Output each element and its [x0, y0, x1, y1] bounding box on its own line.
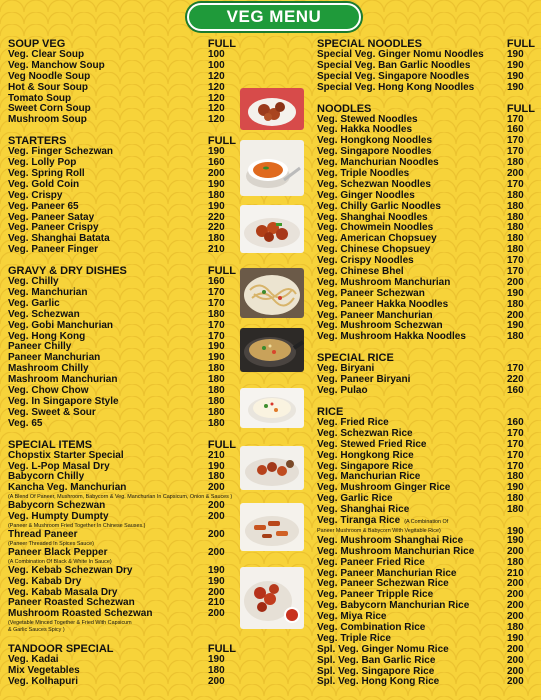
item-name: Mushroom Soup — [8, 114, 87, 126]
item-name: Babycorn Schezwan — [8, 500, 106, 512]
menu-item — [317, 332, 535, 343]
spicy-chunks-photo — [240, 567, 304, 629]
item-price: 180 — [208, 233, 225, 245]
item-price: 200 — [507, 578, 524, 590]
item-name: Kancha Veg. Manchurian — [8, 482, 127, 494]
section-title: STARTERS — [8, 135, 67, 148]
item-name: Tomato Soup — [8, 92, 72, 104]
item-price: 180 — [507, 244, 524, 256]
item-price: 190 — [507, 534, 524, 546]
item-name: Paneer Black Pepper — [8, 546, 108, 558]
item-price: 210 — [208, 449, 225, 461]
item-price: 190 — [208, 564, 225, 576]
item-price: 120 — [208, 103, 225, 115]
item-name: Veg. Chilly Garlic Noodles — [317, 200, 441, 212]
item-name: Veg. Kadai — [8, 654, 59, 666]
item-name: Spl. Veg. Ginger Nomu Rice — [317, 643, 449, 655]
menu-item — [8, 419, 236, 430]
menu-section — [8, 135, 236, 256]
item-price: 190 — [208, 654, 225, 666]
item-name: Veg. Stewed Fried Rice — [317, 438, 427, 450]
item-name: Veg. Fried Rice — [317, 416, 389, 428]
section-price-header: FULL — [506, 102, 535, 115]
tomato-soup-photo — [240, 140, 304, 196]
fried-rice-wok-photo — [240, 328, 304, 372]
item-price: 100 — [208, 59, 225, 71]
item-left — [317, 83, 474, 94]
item-price: 170 — [208, 330, 225, 342]
section-price-header: FULL — [207, 135, 236, 148]
item-name: Spl. Veg. Ban Garlic Rice — [317, 654, 436, 666]
menu-item — [8, 530, 236, 541]
item-name: Veg. In Singapore Style — [8, 395, 119, 407]
item-price: 160 — [208, 157, 225, 169]
item-price: 200 — [507, 589, 524, 601]
item-price: 180 — [507, 504, 524, 516]
item-name: Veg. Crispy Noodles — [317, 255, 414, 267]
item-inline-note: (A Combination Of — [404, 518, 449, 525]
item-price: 220 — [507, 374, 524, 386]
item-price: 170 — [507, 449, 524, 461]
pulao-photo — [240, 388, 304, 428]
item-price: 180 — [507, 211, 524, 223]
item-name: Mashroom Chilly — [8, 363, 89, 375]
item-name: Veg. Shanghai Rice — [317, 504, 410, 516]
item-name: Veg. Gobi Manchurian — [8, 319, 114, 331]
item-name: Veg. Manchurian Noodles — [317, 157, 439, 169]
item-name: Special Veg. Ginger Nomu Noodles — [317, 49, 484, 60]
menu-item — [8, 115, 236, 126]
item-name: Veg. Paneer Manchurian Rice — [317, 567, 457, 579]
item-price: 200 — [208, 528, 225, 540]
item-name: Veg. Paneer Crispy — [8, 222, 99, 234]
item-price: 180 — [507, 222, 524, 234]
section-title: SPECIAL ITEMS — [8, 438, 93, 451]
item-price: 200 — [507, 676, 524, 688]
item-price: 200 — [507, 643, 524, 655]
item-price: 190 — [208, 352, 225, 364]
section-title: SPECIAL RICE — [317, 352, 394, 365]
item-name: Veg. Chilly — [8, 276, 59, 288]
item-name: Veg. Paneer Tripple Rice — [317, 589, 434, 601]
item-left — [8, 512, 109, 523]
item-name: Veg. Chow Chow — [8, 385, 89, 397]
item-price: 190 — [507, 525, 524, 537]
item-price: 120 — [208, 114, 225, 126]
item-price: 200 — [507, 665, 524, 677]
item-name: Veg. Mushroom Manchurian — [317, 276, 451, 288]
menu-section — [8, 265, 236, 429]
item-name: Veg Noodle Soup — [8, 70, 91, 82]
item-left — [8, 245, 98, 256]
item-name: Veg. Singapore Noodles — [317, 146, 432, 158]
item-price: 180 — [507, 471, 524, 483]
item-price: 210 — [208, 597, 225, 609]
item-left — [8, 530, 77, 541]
item-name: Veg. Mushroom Manchurian Rice — [317, 545, 475, 557]
item-name: Veg. Mushroom Schezwan — [317, 320, 443, 332]
right-column — [317, 38, 535, 697]
section-title: SPECIAL NOODLES — [317, 38, 422, 50]
item-price: 170 — [507, 427, 524, 439]
section-title: TANDOOR SPECIAL — [8, 643, 114, 656]
item-price: 170 — [507, 113, 524, 125]
item-name: Veg. Shanghai Batata — [8, 233, 110, 245]
item-name: Babycorn Chilly — [8, 471, 85, 483]
item-name: Veg. L-Pop Masal Dry — [8, 460, 110, 472]
item-name: Veg. Finger Schezwan — [8, 146, 114, 158]
item-note: (Paneer & Mushroom Fried Together In Chinese Sauses.) — [8, 522, 146, 529]
item-name: Veg. Schezwan Rice — [317, 427, 413, 439]
item-name: Veg. Paneer Finger — [8, 244, 99, 256]
item-left — [8, 548, 108, 559]
menu-section — [8, 643, 236, 688]
item-left — [8, 677, 78, 688]
item-name: Veg. Manchurian — [8, 287, 88, 299]
item-name: Veg. Schezwan — [8, 308, 80, 320]
item-price: 190 — [507, 482, 524, 494]
menu-item — [8, 512, 236, 523]
item-name: Mashroom Manchurian — [8, 374, 118, 386]
item-name: Veg. Triple Rice — [317, 632, 391, 644]
item-name: Veg. Mushroom Hakka Noodles — [317, 331, 466, 343]
item-name: Veg. Gold Coin — [8, 178, 80, 190]
item-price: 200 — [208, 500, 225, 512]
menu-title-banner: VEG MENU — [187, 3, 361, 31]
item-price: 170 — [507, 146, 524, 158]
item-price: 180 — [507, 189, 524, 201]
item-price: 190 — [507, 49, 524, 60]
item-name: Veg. Combination Rice — [317, 621, 426, 633]
item-price: 200 — [208, 675, 225, 687]
item-price: 200 — [507, 545, 524, 557]
left-column — [8, 38, 236, 697]
item-left — [8, 419, 42, 430]
menu-section — [8, 38, 236, 126]
menu-item — [317, 516, 535, 527]
item-price: 180 — [507, 200, 524, 212]
item-name: Veg. Clear Soup — [8, 49, 85, 60]
item-price: 220 — [208, 211, 225, 223]
item-price: 180 — [507, 331, 524, 343]
item-name: Veg. Humpty Dumpty — [8, 511, 109, 523]
item-price: 200 — [208, 168, 225, 180]
item-price: 120 — [208, 92, 225, 104]
item-left — [317, 516, 448, 527]
item-name: Spl. Veg. Hong Kong Rice — [317, 676, 440, 688]
item-price: 210 — [507, 567, 524, 579]
item-price: 180 — [208, 417, 225, 429]
item-name: Veg. Kabab Masala Dry — [8, 586, 118, 598]
item-price: 180 — [208, 385, 225, 397]
item-price: 200 — [208, 511, 225, 523]
menu-item — [8, 483, 236, 494]
section-price-header: FULL — [207, 38, 236, 50]
item-name: Special Veg. Hong Kong Noodles — [317, 81, 475, 93]
menu-section — [8, 439, 236, 635]
item-name: Veg. Garlic Rice — [317, 493, 393, 505]
item-note: (A Combination Of Black & White In Sauce) — [8, 558, 112, 565]
menu-item — [8, 677, 236, 688]
item-name: Veg. Paneer Schezwan — [317, 287, 425, 299]
item-price: 190 — [507, 70, 524, 82]
item-name: Veg. 65 — [8, 417, 43, 429]
item-price: 190 — [208, 575, 225, 587]
item-price: 200 — [208, 608, 225, 620]
item-price: 160 — [507, 124, 524, 136]
item-left — [317, 677, 439, 688]
item-name: Veg. Paneer 65 — [8, 200, 79, 212]
item-price: 200 — [507, 611, 524, 623]
item-price: 200 — [507, 168, 524, 180]
item-name: Veg. Paneer Satay — [8, 211, 95, 223]
item-price: 190 — [208, 200, 225, 212]
item-name: Paneer Manchurian — [8, 352, 101, 364]
item-price: 170 — [507, 135, 524, 147]
babycorn-photo — [240, 503, 304, 551]
item-price: 180 — [208, 374, 225, 386]
section-price-header: FULL — [506, 38, 535, 50]
kebab-plate-photo — [240, 446, 304, 490]
item-name: Veg. Mushroom Ginger Rice — [317, 482, 451, 494]
item-name: Mushroom Roasted Schezwan — [8, 608, 153, 620]
menu-item — [317, 677, 535, 688]
item-name: Mix Vegetables — [8, 665, 80, 677]
section-title: RICE — [317, 405, 344, 418]
menu-section — [317, 406, 535, 688]
item-left — [8, 115, 87, 126]
item-name: Veg. Paneer Biryani — [317, 374, 411, 386]
item-price: 180 — [208, 471, 225, 483]
item-price: 200 — [507, 600, 524, 612]
item-price: 180 — [507, 157, 524, 169]
item-name: Veg. American Chopsuey — [317, 233, 437, 245]
item-price: 210 — [208, 244, 225, 256]
item-left — [8, 609, 152, 620]
section-price-header: FULL — [207, 438, 236, 451]
section-price-header: FULL — [207, 265, 236, 278]
chilli-paneer-photo — [240, 205, 304, 253]
item-price: 180 — [507, 621, 524, 633]
item-name: Veg. Paneer Hakka Noodles — [317, 298, 449, 310]
item-price: 200 — [507, 654, 524, 666]
menu-section — [317, 352, 535, 397]
item-price: 120 — [208, 81, 225, 93]
item-price: 190 — [208, 341, 225, 353]
menu-item — [8, 548, 236, 559]
item-name: Veg. Crispy — [8, 189, 63, 201]
item-name: Veg. Shanghai Noodles — [317, 211, 428, 223]
item-name: Veg. Tiranga Rice — [317, 514, 401, 526]
item-name: Veg. Manchow Soup — [8, 59, 105, 71]
noodles-photo — [240, 268, 304, 318]
item-left — [317, 386, 368, 397]
item-price: 180 — [208, 308, 225, 320]
item-price: 180 — [507, 298, 524, 310]
section-title: NOODLES — [317, 102, 372, 115]
item-left — [8, 483, 126, 494]
item-price: 200 — [507, 276, 524, 288]
item-name: Veg. Spring Roll — [8, 168, 85, 180]
item-price: 190 — [507, 81, 524, 93]
item-price: 190 — [507, 632, 524, 644]
item-price: 170 — [208, 287, 225, 299]
item-name: Veg. Kebab Schezwan Dry — [8, 564, 133, 576]
item-name: Veg. Pulao — [317, 385, 368, 397]
item-price: 190 — [507, 59, 524, 71]
item-note: & Garlic Sauces Spicy ) — [8, 627, 65, 634]
item-name: Hot & Sour Soup — [8, 81, 88, 93]
item-name: Veg. Singapore Rice — [317, 460, 414, 472]
item-name: Veg. Miya Rice — [317, 611, 387, 623]
item-price: 100 — [208, 49, 225, 60]
item-price: 180 — [507, 233, 524, 245]
item-price: 190 — [208, 178, 225, 190]
item-price: 180 — [507, 493, 524, 505]
item-name: Spl. Veg. Singapore Rice — [317, 665, 435, 677]
item-left — [317, 332, 466, 343]
item-price: 190 — [208, 146, 225, 158]
item-price: 170 — [208, 297, 225, 309]
menu-item — [317, 83, 535, 94]
item-price: 180 — [208, 395, 225, 407]
item-name: Veg. Manchurian Rice — [317, 471, 421, 483]
item-note: (Vegetable Minced Together & Fried With Capsicum — [8, 620, 132, 627]
item-price: 170 — [507, 178, 524, 190]
item-price: 160 — [208, 276, 225, 288]
item-name: Veg. Schezwan Noodles — [317, 178, 431, 190]
item-name: Veg. Sweet & Sour — [8, 406, 96, 418]
item-name: Veg. Kolhapuri — [8, 675, 79, 687]
item-name: Veg. Garlic — [8, 297, 60, 309]
item-name: Veg. Babycorn Manchurian Rice — [317, 600, 470, 612]
item-price: 200 — [507, 309, 524, 321]
item-name: Special Veg. Singapore Noodles — [317, 70, 470, 82]
item-name: Veg. Lolly Pop — [8, 157, 77, 169]
section-price-header: FULL — [207, 643, 236, 656]
item-name: Veg. Hongkong Noodles — [317, 135, 433, 147]
item-name: Veg. Hakka Noodles — [317, 124, 413, 136]
item-price: 160 — [507, 416, 524, 428]
item-price: 180 — [208, 406, 225, 418]
item-price: 160 — [507, 385, 524, 397]
item-name: Veg. Triple Noodles — [317, 168, 410, 180]
item-name: Veg. Stewed Noodles — [317, 113, 418, 125]
item-price: 180 — [208, 363, 225, 375]
item-price: 220 — [208, 222, 225, 234]
item-name: Veg. Ginger Noodles — [317, 189, 415, 201]
item-name: Paneer Roasted Schezwan — [8, 597, 135, 609]
item-name: Veg. Paneer Fried Rice — [317, 556, 425, 568]
section-title: SOUP VEG — [8, 38, 66, 50]
item-name: Veg. Kabab Dry — [8, 575, 82, 587]
item-price: 170 — [208, 319, 225, 331]
item-name: Veg. Chowmein Noodles — [317, 222, 434, 234]
item-name: Veg. Hong Kong — [8, 330, 86, 342]
item-name: Veg. Mushroom Shanghai Rice — [317, 534, 464, 546]
item-price: 180 — [208, 189, 225, 201]
item-price: 190 — [507, 320, 524, 332]
item-note: (Paneer Threaded In Spices Sauce) — [8, 540, 94, 547]
item-price: 170 — [507, 460, 524, 472]
item-price: 200 — [208, 482, 225, 494]
section-title: GRAVY & DRY DISHES — [8, 265, 127, 278]
item-price: 180 — [507, 556, 524, 568]
item-price: 170 — [507, 266, 524, 278]
item-name: Thread Paneer — [8, 528, 78, 540]
item-price: 170 — [507, 438, 524, 450]
item-note: Paneer Mushroom & Babycorn With Vegitable Rice) — [317, 527, 441, 534]
menu-section — [317, 38, 535, 94]
item-price: 120 — [208, 70, 225, 82]
menu-item — [8, 245, 236, 256]
item-name: Chopstix Starter Special — [8, 449, 124, 461]
item-price: 170 — [507, 363, 524, 375]
menu-section — [317, 103, 535, 344]
item-name: Veg. Hongkong Rice — [317, 449, 414, 461]
item-name: Veg. Chinese Chopsuey — [317, 244, 431, 256]
item-name: Veg. Paneer Schezwan Rice — [317, 578, 449, 590]
item-price: 190 — [507, 287, 524, 299]
item-note: (A Blend Of Paneer, Mushroom, Babycorn & Veg. Manchurian In Capsicum, Onion & Sauces ) — [8, 494, 233, 501]
menu-item — [8, 609, 236, 620]
manchurian-dish-photo — [240, 88, 304, 130]
item-name: Paneer Chilly — [8, 341, 72, 353]
item-price: 170 — [507, 255, 524, 267]
item-price: 200 — [208, 546, 225, 558]
item-name: Veg. Paneer Manchurian — [317, 309, 433, 321]
item-price: 190 — [208, 460, 225, 472]
item-price: 200 — [208, 586, 225, 598]
item-name: Special Veg. Ban Garlic Noodles — [317, 59, 471, 71]
item-name: Veg. Biryani — [317, 363, 375, 375]
menu-item — [317, 386, 535, 397]
item-name: Veg. Chinese Bhel — [317, 266, 404, 278]
item-price: 180 — [208, 665, 225, 677]
item-name: Sweet Corn Soup — [8, 103, 91, 115]
